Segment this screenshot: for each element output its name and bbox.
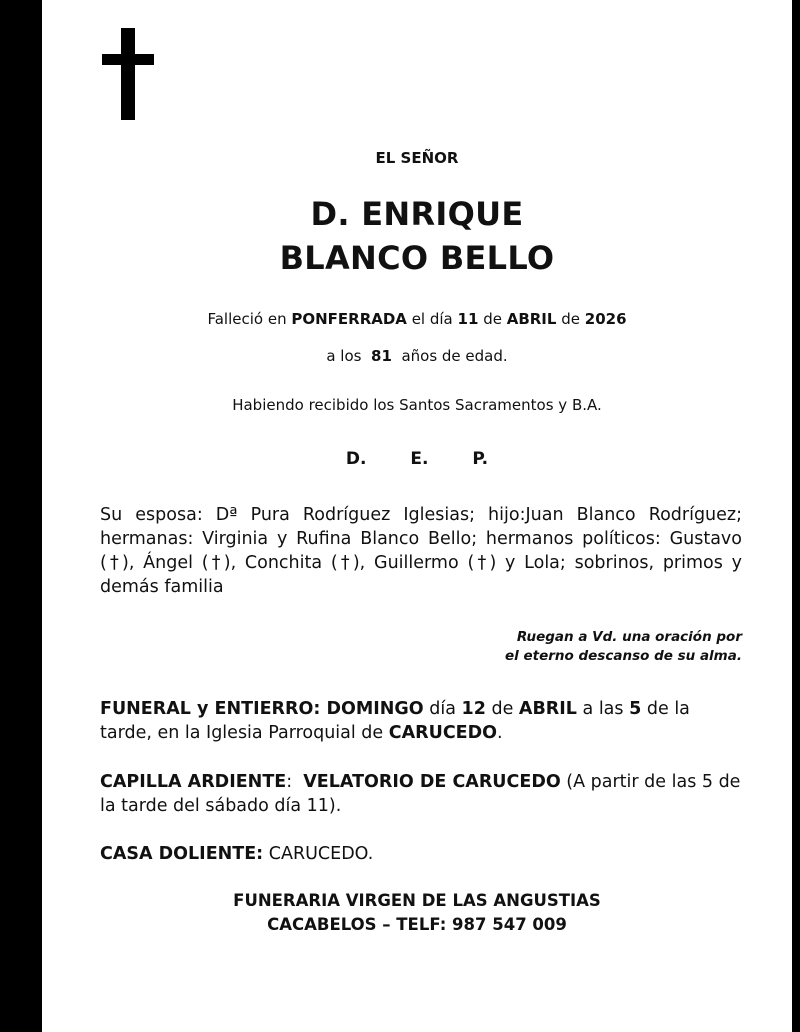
deceased-name [42, 192, 792, 280]
cross-icon [102, 28, 154, 120]
funeral-home-phone: CACABELOS – TELF: 987 547 009 [267, 915, 567, 934]
prayer-request: Ruegan a Vd. una oración por el eterno descanso de su alma. [505, 629, 742, 664]
title: EL SEÑOR [375, 149, 459, 167]
family-paragraph: Su esposa: Dª Pura Rodríguez Iglesias; hijo:Juan Blanco Rodríguez; hermanas: Virginia y Rufina Blanco Bello; hermanos políticos: Gustavo (†), Ángel (†), Conchita (†), Guillermo (†) y Lola; sobrinos, primos y demás familia [100, 505, 742, 597]
death-year: 2026 [584, 310, 627, 328]
death-line: Falleció en PONFERRADA el día 11 de ABRIL de 2026 [207, 310, 627, 328]
name-line-1: D. ENRIQUE [310, 195, 524, 233]
sacraments-line: Habiendo recibido los Santos Sacramentos y B.A. [232, 396, 602, 414]
death-city: PONFERRADA [291, 310, 407, 328]
obituary-page [42, 0, 792, 1032]
funeral-info: FUNERAL y ENTIERRO: DOMINGO día 12 de ABRIL a las 5 de la tarde, en la Iglesia Parroquial de CARUCEDO. [100, 699, 690, 743]
name-line-2: BLANCO BELLO [279, 239, 555, 277]
death-day: 11 [457, 310, 479, 328]
dep-line: D. E. P. [345, 449, 489, 469]
funeral-home-name: FUNERARIA VIRGEN DE LAS ANGUSTIAS [233, 891, 601, 910]
funeral-home [42, 889, 792, 937]
age-years: 81 [371, 347, 392, 365]
death-month: ABRIL [506, 310, 557, 328]
age-line: a los 81 años de edad. [326, 347, 508, 365]
chapel-info: CAPILLA ARDIENTE: VELATORIO DE CARUCEDO (A partir de las 5 de la tarde del sábado día 11). [100, 772, 741, 816]
mourning-house-info: CASA DOLIENTE: CARUCEDO. [100, 844, 374, 864]
